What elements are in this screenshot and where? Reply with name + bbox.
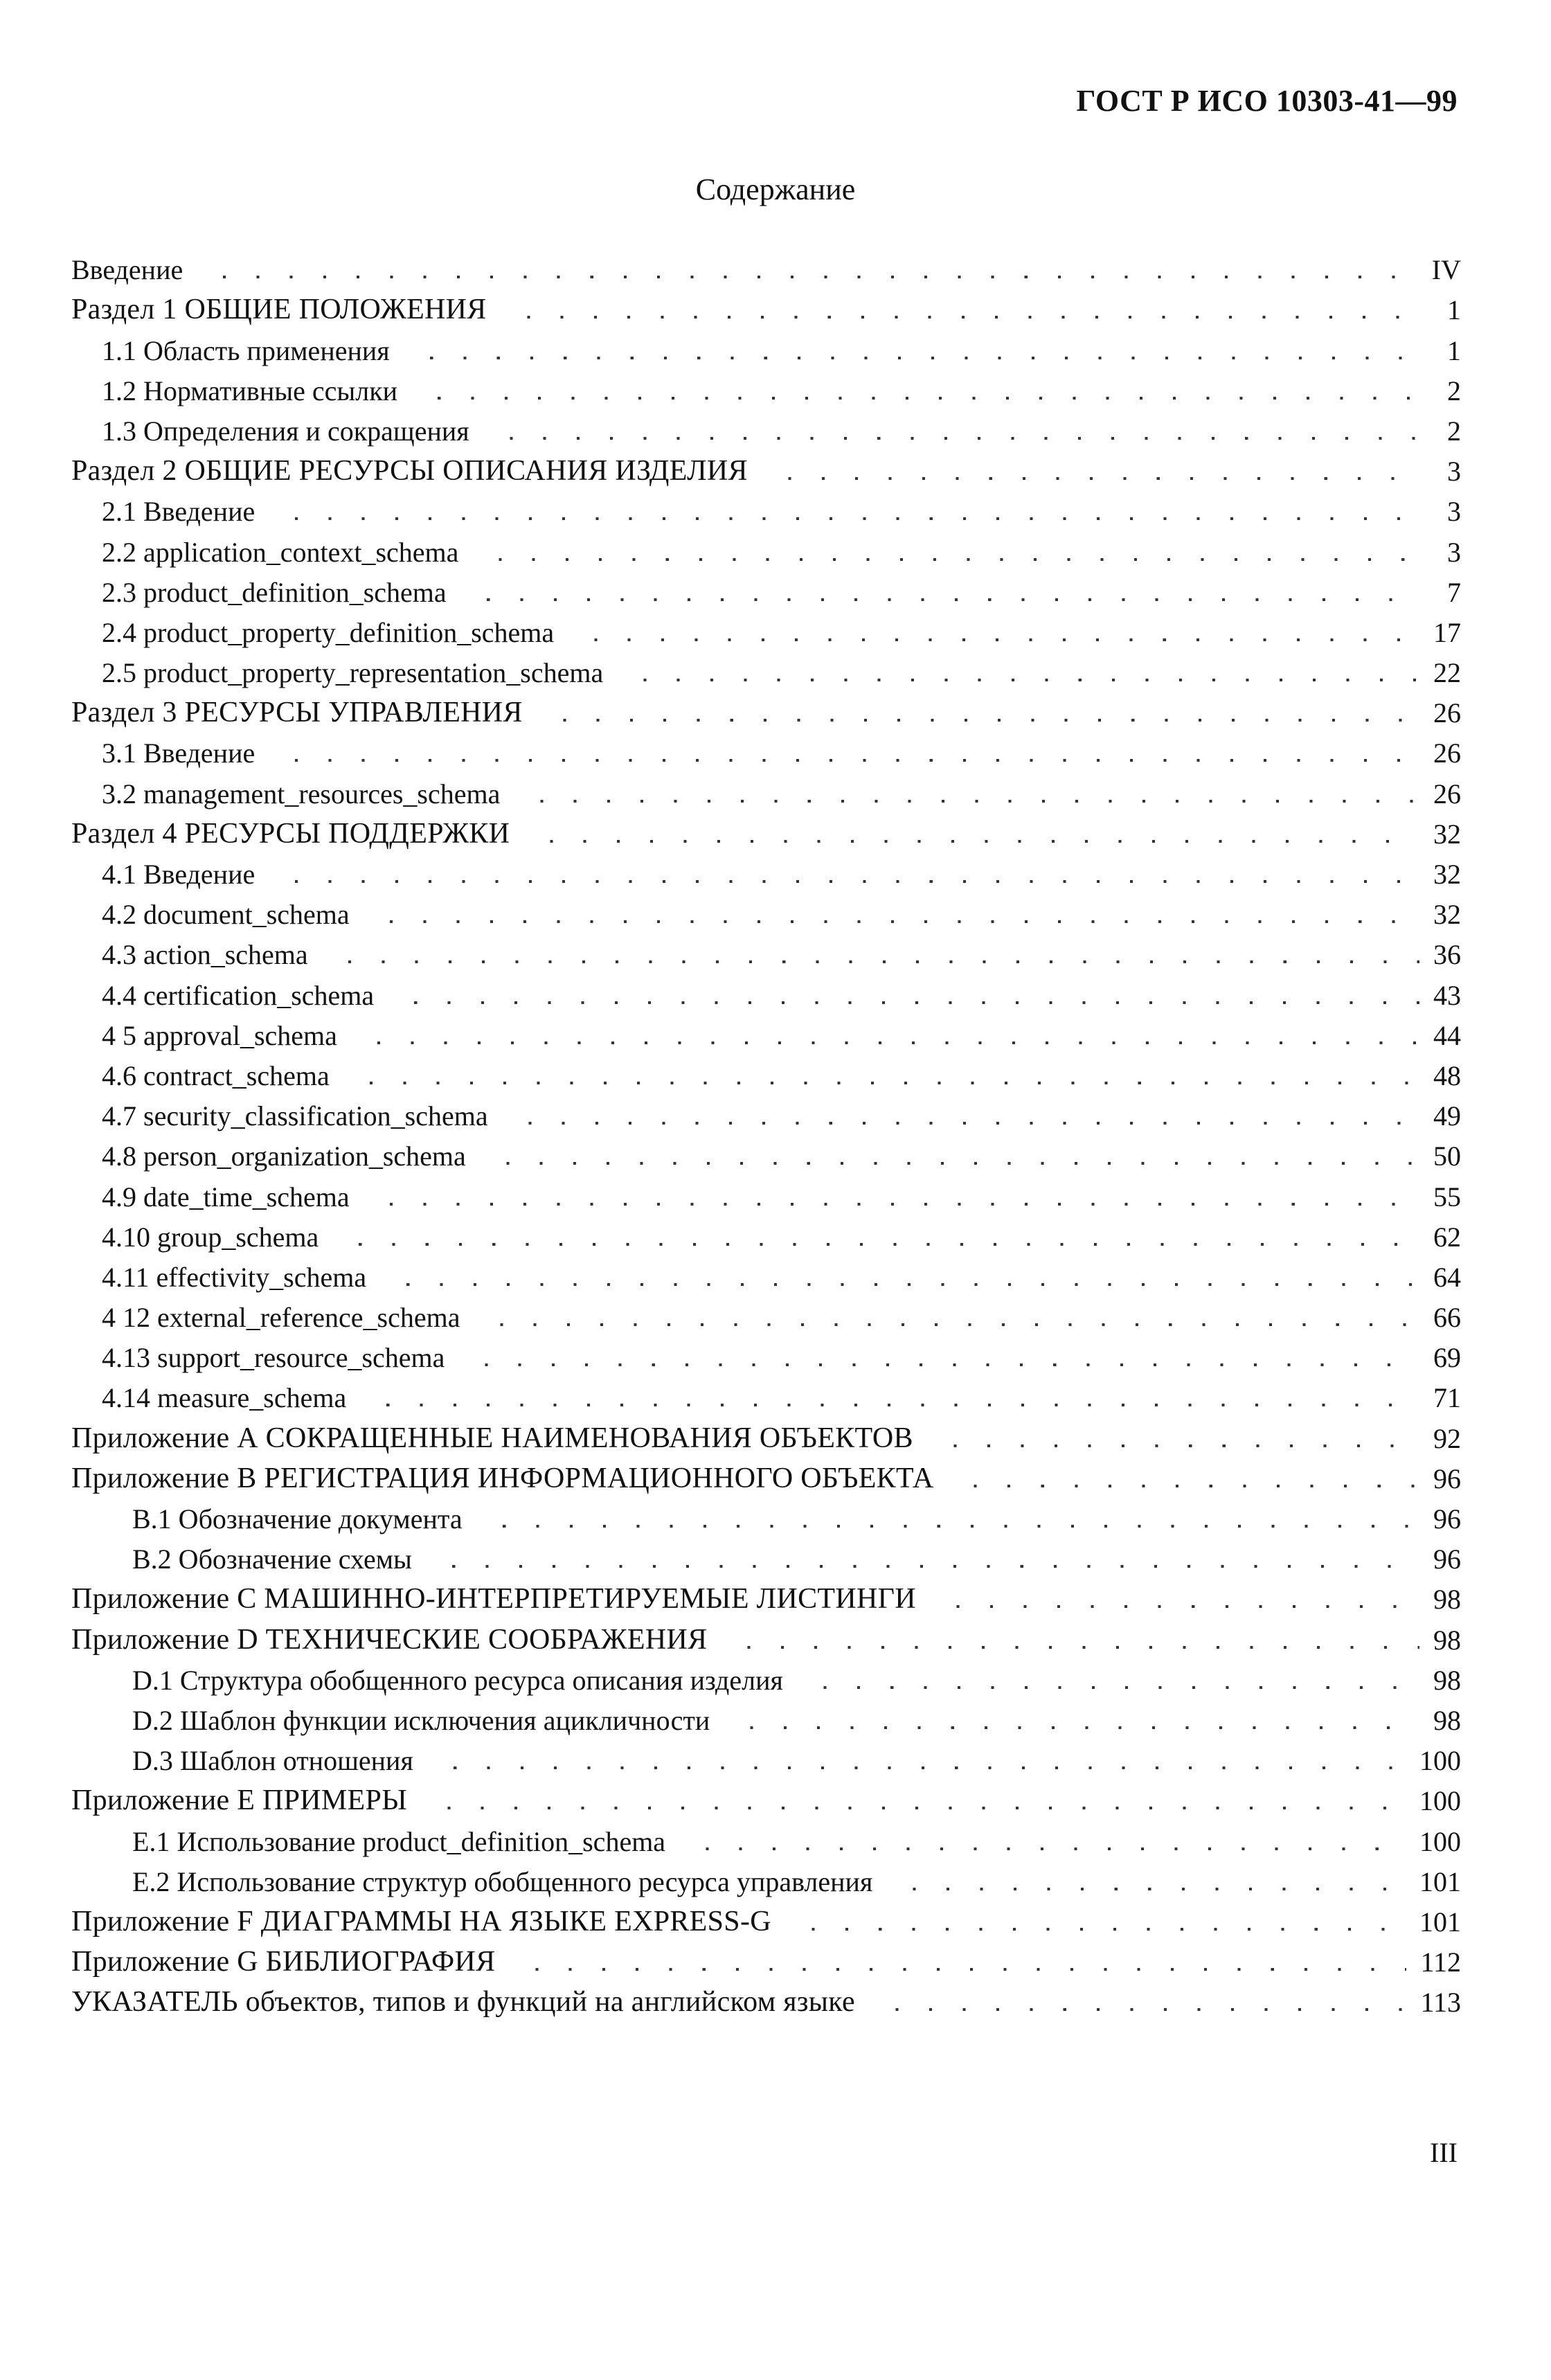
- toc-entry[interactable]: [71, 1372, 1461, 1412]
- toc-entry-page: 100: [1419, 1825, 1461, 1857]
- toc-entry-page: 101: [1419, 1865, 1461, 1897]
- dot-leader: [417, 1807, 1406, 1809]
- toc-entry[interactable]: [71, 1856, 1461, 1896]
- dot-leader: [359, 920, 1419, 923]
- toc-entry[interactable]: [71, 1291, 1461, 1332]
- toc-entry-page: 43: [1433, 979, 1461, 1011]
- toc-entry[interactable]: [71, 1412, 1461, 1452]
- toc-entry-page: 49: [1433, 1100, 1461, 1132]
- toc-entry-label: 4 12 external_reference_schema: [102, 1302, 460, 1334]
- toc-entry[interactable]: [71, 244, 1461, 284]
- toc-entry-page: 112: [1420, 1947, 1461, 1978]
- toc-entry-page: 26: [1433, 778, 1461, 809]
- dot-leader: [328, 1243, 1419, 1246]
- toc-entry-page: 96: [1433, 1544, 1461, 1575]
- dot-leader: [926, 1605, 1419, 1608]
- toc-entry-page: 48: [1433, 1059, 1461, 1091]
- dot-leader: [407, 397, 1419, 400]
- dot-leader: [265, 880, 1419, 883]
- toc-entry[interactable]: [71, 1613, 1461, 1654]
- toc-entry[interactable]: [71, 1130, 1461, 1170]
- toc-entry-page: 66: [1433, 1302, 1461, 1334]
- toc-entry-label: 2.2 application_context_schema: [102, 536, 459, 568]
- toc-entry[interactable]: [71, 1332, 1461, 1372]
- dot-leader: [472, 1525, 1419, 1528]
- toc-entry-page: 7: [1447, 576, 1461, 608]
- toc-entry-page: 98: [1433, 1704, 1461, 1736]
- dot-leader: [505, 1968, 1406, 1971]
- toc-entry-page: 96: [1433, 1462, 1461, 1494]
- dot-leader: [781, 1928, 1406, 1931]
- dot-leader: [719, 1726, 1419, 1729]
- toc-entry[interactable]: [71, 808, 1461, 848]
- toc-entry-label: 4.6 contract_schema: [102, 1059, 330, 1091]
- toc-entry-page: 36: [1433, 939, 1461, 971]
- toc-entry-label: Раздел 4 РЕСУРСЫ ПОДДЕРЖКИ: [71, 817, 510, 850]
- toc-entry-label: 4.13 support_resource_schema: [102, 1342, 445, 1374]
- dot-leader: [476, 1162, 1419, 1165]
- toc-entry[interactable]: [71, 445, 1461, 485]
- toc-entry-label: В.1 Обозначение документа: [132, 1503, 463, 1535]
- dot-leader: [519, 840, 1419, 843]
- toc-entry-label: 1.2 Нормативные ссылки: [102, 375, 398, 406]
- toc-entry-label: Введение: [71, 254, 183, 286]
- toc-entry-page: 50: [1433, 1140, 1461, 1172]
- toc-entry-page: 26: [1433, 737, 1461, 769]
- toc-entry-label: Приложение Е ПРИМЕРЫ: [71, 1784, 408, 1817]
- toc-entry[interactable]: [71, 1493, 1461, 1533]
- toc-entry-page: 92: [1433, 1422, 1461, 1454]
- toc-entry-page: 22: [1433, 657, 1461, 689]
- toc-entry-page: 3: [1447, 456, 1461, 487]
- toc-entry-page: IV: [1431, 254, 1461, 286]
- toc-entry-page: 98: [1433, 1624, 1461, 1656]
- toc-entry-page: 62: [1433, 1221, 1461, 1253]
- toc-entry[interactable]: [71, 566, 1461, 607]
- toc-entry-label: D.3 Шаблон отношения: [132, 1745, 413, 1777]
- toc-entry[interactable]: [71, 485, 1461, 526]
- dot-leader: [865, 2008, 1407, 2011]
- toc-entry[interactable]: [71, 1936, 1461, 1976]
- toc-entry-page: 32: [1433, 899, 1461, 931]
- toc-entry-label: 2.4 product_property_definition_schema: [102, 616, 555, 648]
- dot-leader: [882, 1888, 1406, 1890]
- toc-entry-label: Раздел 1 ОБЩИЕ ПОЛОЖЕНИЯ: [71, 294, 487, 326]
- toc-entry-label: 4.2 document_schema: [102, 899, 350, 931]
- toc-entry-page: 1: [1447, 334, 1461, 366]
- dot-leader: [192, 276, 1418, 278]
- dot-leader: [384, 1001, 1419, 1004]
- toc-entry-page: 100: [1419, 1745, 1461, 1777]
- toc-entry-label: 4.3 action_schema: [102, 939, 308, 971]
- dot-leader: [318, 960, 1419, 963]
- toc-entry[interactable]: [71, 1251, 1461, 1291]
- toc-entry-label: D.2 Шаблон функции исключения ацикличности: [132, 1704, 710, 1736]
- toc-entry-label: Приложение С МАШИННО-ИНТЕРПРЕТИРУЕМЫЕ ЛИСТИНГИ: [71, 1583, 916, 1616]
- table-of-contents: [71, 244, 1461, 2019]
- dot-leader: [564, 638, 1419, 641]
- dot-leader: [339, 1082, 1419, 1084]
- toc-entry[interactable]: [71, 1090, 1461, 1130]
- toc-entry-label: 2.5 product_property_representation_schema: [102, 657, 604, 689]
- toc-entry[interactable]: [71, 888, 1461, 929]
- dot-leader: [510, 800, 1419, 803]
- dot-leader: [356, 1404, 1419, 1406]
- toc-entry-label: 2.1 Введение: [102, 496, 255, 528]
- toc-entry-page: 3: [1447, 496, 1461, 528]
- toc-entry[interactable]: [71, 1694, 1461, 1735]
- toc-entry[interactable]: [71, 1170, 1461, 1213]
- page-number: III: [1430, 2137, 1458, 2168]
- toc-entry[interactable]: [71, 1976, 1461, 2019]
- toc-entry[interactable]: [71, 727, 1461, 767]
- toc-entry-label: Приложение А СОКРАЩЕННЫЕ НАИМЕНОВАНИЯ ОБЪЕКТОВ: [71, 1422, 913, 1454]
- toc-entry-label: Е.1 Использование product_definition_schema: [132, 1825, 666, 1857]
- dot-leader: [468, 558, 1419, 561]
- toc-entry-page: 98: [1433, 1664, 1461, 1696]
- dot-leader: [469, 1323, 1419, 1326]
- toc-entry-label: 4.4 certification_schema: [102, 979, 375, 1011]
- toc-entry-page: 44: [1433, 1019, 1461, 1051]
- toc-entry[interactable]: [71, 607, 1461, 647]
- toc-entry-label: 4.7 security_classification_schema: [102, 1100, 488, 1132]
- toc-entry-page: 101: [1419, 1906, 1461, 1938]
- toc-entry[interactable]: [71, 929, 1461, 969]
- toc-entry-label: 4.8 person_organization_schema: [102, 1140, 466, 1172]
- toc-entry[interactable]: [71, 647, 1461, 687]
- dot-leader: [498, 1122, 1419, 1125]
- toc-entry[interactable]: [71, 1654, 1461, 1694]
- dot-leader: [454, 1363, 1419, 1366]
- dot-leader: [456, 598, 1419, 601]
- toc-entry[interactable]: [71, 969, 1461, 1009]
- toc-entry-label: 4 5 approval_schema: [102, 1019, 337, 1051]
- toc-entry[interactable]: [71, 1533, 1461, 1573]
- dot-leader: [400, 357, 1419, 359]
- toc-entry[interactable]: [71, 767, 1461, 807]
- dot-leader: [757, 477, 1419, 480]
- toc-entry-label: В.2 Обозначение схемы: [132, 1544, 412, 1575]
- toc-entry-label: Приложение G БИБЛИОГРАФИЯ: [71, 1946, 496, 1978]
- dot-leader: [675, 1847, 1406, 1850]
- toc-entry[interactable]: [71, 1815, 1461, 1855]
- toc-entry-page: 32: [1433, 859, 1461, 890]
- toc-entry-page: 3: [1447, 536, 1461, 568]
- toc-entry[interactable]: [71, 526, 1461, 566]
- dot-leader: [422, 1565, 1419, 1568]
- toc-entry-label: 4.9 date_time_schema: [102, 1181, 350, 1213]
- dot-leader: [423, 1766, 1406, 1769]
- toc-entry-label: Е.2 Использование структур обобщенного ресурса управления: [132, 1865, 873, 1897]
- toc-entry-label: Приложение В РЕГИСТРАЦИЯ ИНФОРМАЦИОННОГО ОБЪЕКТА: [71, 1462, 934, 1494]
- toc-entry-page: 113: [1420, 1987, 1461, 2019]
- dot-leader: [923, 1444, 1419, 1447]
- dot-leader: [613, 679, 1419, 681]
- dot-leader: [265, 759, 1419, 762]
- toc-entry-label: Приложение D ТЕХНИЧЕСКИЕ СООБРАЖЕНИЯ: [71, 1623, 708, 1656]
- dot-leader: [496, 316, 1419, 319]
- dot-leader: [376, 1283, 1419, 1286]
- toc-entry-label: 4.14 measure_schema: [102, 1382, 347, 1414]
- toc-entry[interactable]: [71, 1050, 1461, 1090]
- toc-entry[interactable]: [71, 687, 1461, 727]
- dot-leader: [347, 1041, 1419, 1044]
- toc-entry[interactable]: [71, 1453, 1461, 1493]
- toc-entry-label: D.1 Структура обобщенного ресурса описания изделия: [132, 1664, 783, 1696]
- toc-entry-label: Раздел 2 ОБЩИЕ РЕСУРСЫ ОПИСАНИЯ ИЗДЕЛИЯ: [71, 455, 748, 487]
- toc-title: Содержание: [695, 172, 856, 206]
- dot-leader: [532, 719, 1419, 722]
- toc-entry-page: 100: [1419, 1785, 1461, 1817]
- toc-entry-page: 96: [1433, 1503, 1461, 1535]
- dot-leader: [265, 517, 1419, 520]
- dot-leader: [479, 437, 1419, 440]
- toc-entry-page: 26: [1433, 697, 1461, 729]
- toc-entry[interactable]: [71, 365, 1461, 405]
- toc-entry-page: 17: [1433, 616, 1461, 648]
- toc-entry-page: 98: [1433, 1584, 1461, 1616]
- toc-entry-label: Приложение F ДИАГРАММЫ НА ЯЗЫКЕ EXPRESS-G: [71, 1905, 771, 1938]
- toc-entry[interactable]: [71, 1010, 1461, 1050]
- toc-entry[interactable]: [71, 848, 1461, 888]
- toc-entry-label: Раздел 3 РЕСУРСЫ УПРАВЛЕНИЯ: [71, 697, 523, 729]
- toc-entry[interactable]: [71, 1896, 1461, 1936]
- toc-entry[interactable]: [71, 1775, 1461, 1815]
- toc-entry-page: 2: [1447, 415, 1461, 447]
- dot-leader: [717, 1646, 1419, 1649]
- document-code: ГОСТ Р ИСО 10303-41—99: [1076, 84, 1458, 118]
- toc-entry-label: 2.3 product_definition_schema: [102, 576, 447, 608]
- toc-entry[interactable]: [71, 1211, 1461, 1251]
- toc-entry-label: УКАЗАТЕЛЬ объектов, типов и функций на английском языке: [71, 1986, 855, 2019]
- toc-entry-label: 3.1 Введение: [102, 737, 255, 769]
- toc-entry[interactable]: [71, 284, 1461, 324]
- toc-entry-label: 4.1 Введение: [102, 859, 255, 890]
- toc-entry[interactable]: [71, 405, 1461, 445]
- dot-leader: [793, 1686, 1419, 1689]
- toc-entry[interactable]: [71, 1573, 1461, 1616]
- dot-leader: [359, 1203, 1419, 1206]
- toc-entry-page: 64: [1433, 1261, 1461, 1293]
- toc-entry-page: 55: [1433, 1181, 1461, 1213]
- toc-entry-page: 2: [1447, 375, 1461, 406]
- toc-entry-page: 1: [1447, 294, 1461, 326]
- toc-entry[interactable]: [71, 1735, 1461, 1775]
- toc-entry-label: 3.2 management_resources_schema: [102, 778, 501, 809]
- toc-entry-page: 69: [1433, 1342, 1461, 1374]
- toc-entry-label: 4.10 group_schema: [102, 1221, 319, 1253]
- dot-leader: [943, 1485, 1419, 1487]
- toc-entry-label: 4.11 effectivity_schema: [102, 1261, 367, 1293]
- toc-entry-label: 1.3 Определения и сокращения: [102, 415, 469, 447]
- toc-entry-label: 1.1 Область применения: [102, 334, 390, 366]
- toc-entry-page: 71: [1433, 1382, 1461, 1414]
- toc-entry[interactable]: [71, 324, 1461, 364]
- toc-entry-page: 32: [1433, 818, 1461, 850]
